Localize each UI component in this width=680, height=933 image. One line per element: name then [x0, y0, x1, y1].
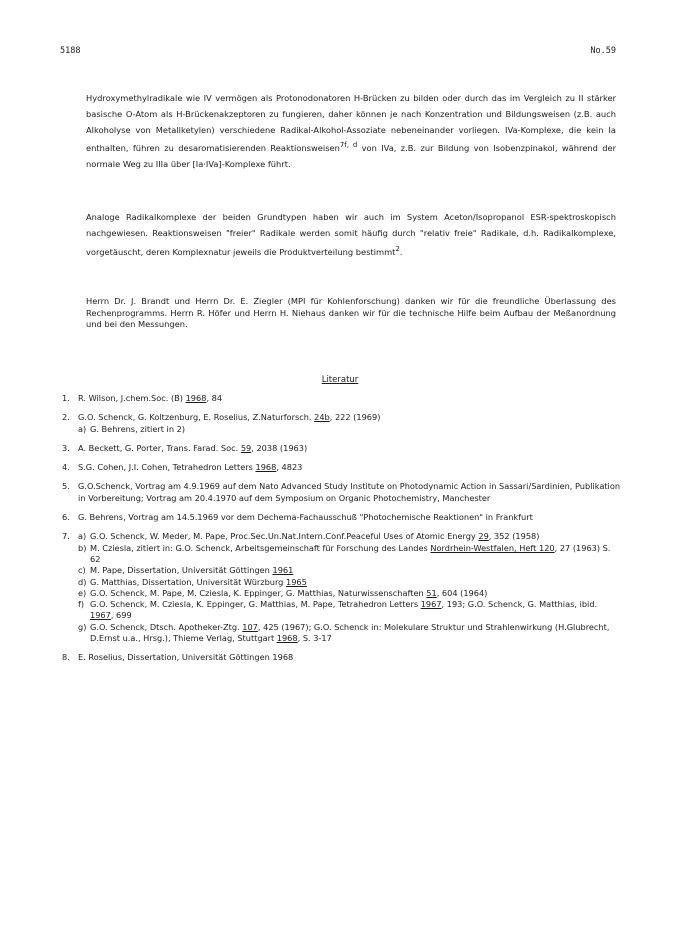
sub-reference-text: , 425 (1967); G.O. Schenck in: Molekulare Struktur und Strahlenwirkung (H.Glubrecht, D.Ernst u.a., Hrsg.), Thieme Verlag, Stuttgart — [90, 621, 610, 644]
underlined-text: 1965 — [285, 576, 307, 587]
reference-number: 4. — [62, 462, 70, 473]
reference-number: 2. — [62, 412, 70, 423]
reference-text-run: E. Roselius, Dissertation, Universität Göttingen 1968 — [78, 652, 294, 663]
reference-item — [62, 481, 622, 504]
sub-reference-text: , S. 3-17 — [297, 633, 332, 644]
reference-text-run: , 222 (1969) — [329, 412, 381, 423]
sub-reference-text: , 604 (1964) — [436, 587, 488, 598]
paragraph-text: Hydroxymethylradikale wie IV vermögen als Protonodonatoren H-Brücken zu bilden oder durch das im Vergleich zu II stärker basische O-Atom als H-Brückenakzeptoren zu fungieren, daher können je nach Konzentration und Bildungsweisen (z.B. auch Alkoholyse von Metallketylen) verschiedene Radikal-Alkohol-Assoziate nebeneinander vorliegen. IVa-Komplexe, die kein Ia enthalten, führen zu desaromatisierenden Reaktionsweisen — [86, 93, 616, 154]
reference-text-run: , 4823 — [276, 462, 303, 473]
underlined-text: 1968 — [185, 393, 207, 403]
reference-number: 3. — [62, 442, 70, 453]
sub-reference-text: , 352 (1958) — [488, 531, 540, 542]
reference-number: 8. — [62, 652, 70, 663]
reference-text — [78, 652, 622, 663]
reference-text — [78, 443, 622, 454]
paragraph-text: Analoge Radikalkomplexe der beiden Grundtypen haben wir auch im System Aceton/Isopropanol ESR-spektroskopisch nachgewiesen. Reaktionsweisen "freier" Radikale werden somit häufig durch "relativ freie" Radikale, d.h. Radikalkomplexe, vorgetäuscht, deren Komplexnatur jeweils die Produktverteilung bestimmt — [86, 212, 616, 257]
sub-reference — [78, 588, 622, 599]
reference-text — [78, 462, 622, 473]
sub-reference-text: G. Matthias, Dissertation, Universität Würzburg — [90, 576, 286, 587]
sub-reference-text: G.O. Schenck, Dtsch. Apotheker-Ztg. — [90, 621, 243, 632]
sub-reference — [78, 531, 622, 542]
reference-number: 1. — [62, 393, 70, 403]
reference-item — [62, 412, 622, 435]
reference-number: 7. — [62, 531, 70, 542]
sub-reference-label: b) — [78, 542, 87, 553]
reference-item — [62, 462, 622, 473]
sub-reference — [78, 599, 622, 622]
underlined-text: 1968 — [276, 633, 298, 644]
sub-reference — [78, 565, 622, 576]
journal-issue: No.59 — [590, 46, 616, 56]
paragraph-text: Herrn Dr. J. Brandt und Herrn Dr. E. Ziegler (MPI für Kohlenforschung) danken wir für die freundliche Überlassung des Rechenprogramms. Herrn R. Höfer und Herrn H. Niehaus danken wir für die technische Hilfe beim Aufbau der Meßanordnung und bei den Messungen. — [86, 296, 616, 329]
reference-item — [62, 531, 622, 644]
sub-reference-text: G.O. Schenck, M. Cziesla, K. Eppinger, G. Matthias, M. Pape, Tetrahedron Letters — [90, 599, 421, 610]
reference-text — [78, 481, 622, 504]
reference-item — [62, 652, 622, 663]
sub-reference-label: c) — [78, 565, 86, 576]
paragraph-analoge-radikalkomplexe — [86, 210, 616, 260]
reference-number: 5. — [62, 481, 70, 492]
footnote-marker: 2 — [395, 244, 400, 253]
reference-text-run: G.O. Schenck, G. Koltzenburg, E. Roselius, Z.Naturforsch. — [78, 412, 315, 423]
sub-reference-text: , 699 — [110, 610, 132, 621]
sub-reference — [78, 577, 622, 588]
underlined-text: 29 — [478, 531, 489, 542]
sub-reference — [78, 424, 622, 435]
sub-reference-text: , 27 (1963) S. 62 — [90, 542, 611, 564]
sub-reference-label: g) — [78, 621, 87, 632]
paragraph-text: von IVa, z.B. zur Bildung von Isobenzpinakol, während der normale Weg zu IIIa über [Ia·IVa]-Komplexe führt. — [86, 143, 616, 169]
reference-text-run: R. Wilson, J.chem.Soc. (B) — [78, 393, 186, 403]
underlined-text: 51 — [426, 587, 437, 598]
sub-reference-text: M. Pape, Dissertation, Universität Göttingen — [90, 565, 273, 576]
reference-text-run: G.O.Schenck, Vortrag am 4.9.1969 auf dem Nato Advanced Study Institute on Photodynamic Action in Sassari/Sardinien, Publikation in Vorbereitung; Vortrag am 20.4.1970 auf dem Symposium on Organic Photochemistry, Manchester — [78, 481, 621, 503]
sub-reference-text: , 193; G.O. Schenck, G. Matthias, ibid. — [441, 599, 598, 610]
underlined-text: 24b — [314, 412, 330, 423]
sub-reference-label: d) — [78, 576, 87, 587]
sub-reference-text: G.O. Schenck, M. Pape, M. Cziesla, K. Eppinger, G. Matthias, Naturwissenschaften — [90, 587, 427, 598]
paragraph-acknowledgements — [86, 296, 616, 331]
reference-text-run: A. Beckett, G. Porter, Trans. Farad. Soc. — [78, 442, 241, 453]
underlined-text: 1961 — [272, 565, 294, 576]
sub-reference-label: f) — [78, 599, 85, 610]
reference-text-run: S.G. Cohen, J.I. Cohen, Tetrahedron Letters — [78, 462, 256, 473]
reference-text — [78, 512, 622, 523]
sub-reference-label: a) — [78, 531, 87, 542]
reference-text — [78, 412, 622, 423]
reference-text-run: , 84 — [206, 393, 223, 403]
reference-text-run: G. Behrens, Vortrag am 14.5.1969 vor dem Dechema-Fachausschuß "Photochemische Reaktionen" in Frankfurt — [78, 512, 533, 523]
underlined-text: 1967 — [90, 610, 111, 621]
literatur-heading: Literatur — [321, 375, 359, 385]
paragraph-hydroxymethylradikale — [86, 91, 616, 173]
footnote-marker: 7f, d — [339, 141, 358, 150]
reference-item — [62, 393, 622, 404]
underlined-text: 1968 — [255, 462, 277, 473]
underlined-text: 107 — [242, 621, 258, 632]
sub-reference-label: a) — [78, 423, 87, 434]
sub-reference-text: G. Behrens, zitiert in 2) — [90, 423, 186, 434]
underlined-text: Nordrhein-Westfalen, Heft 120 — [430, 542, 555, 553]
sub-reference-label: e) — [78, 587, 87, 598]
reference-item — [62, 443, 622, 454]
sub-reference — [78, 622, 622, 645]
sub-reference-text: M. Cziesla, zitiert in: G.O. Schenck, Arbeitsgemeinschaft für Forschung des Landes — [90, 542, 431, 553]
reference-text-run: , 2038 (1963) — [251, 442, 308, 453]
sub-reference-text: G.O. Schenck, W. Meder, M. Pape, Proc.Sec.Un.Nat.Intern.Conf.Peaceful Uses of Atomic Energy — [90, 531, 479, 542]
underlined-text: 1967 — [420, 599, 442, 610]
reference-text — [78, 393, 622, 404]
underlined-text: 59 — [240, 442, 252, 453]
sub-reference — [78, 543, 622, 566]
reference-number: 6. — [62, 512, 70, 523]
reference-item — [62, 512, 622, 523]
reference-list — [62, 393, 622, 672]
paragraph-text: . — [399, 246, 403, 257]
page-number: 5188 — [60, 46, 81, 56]
